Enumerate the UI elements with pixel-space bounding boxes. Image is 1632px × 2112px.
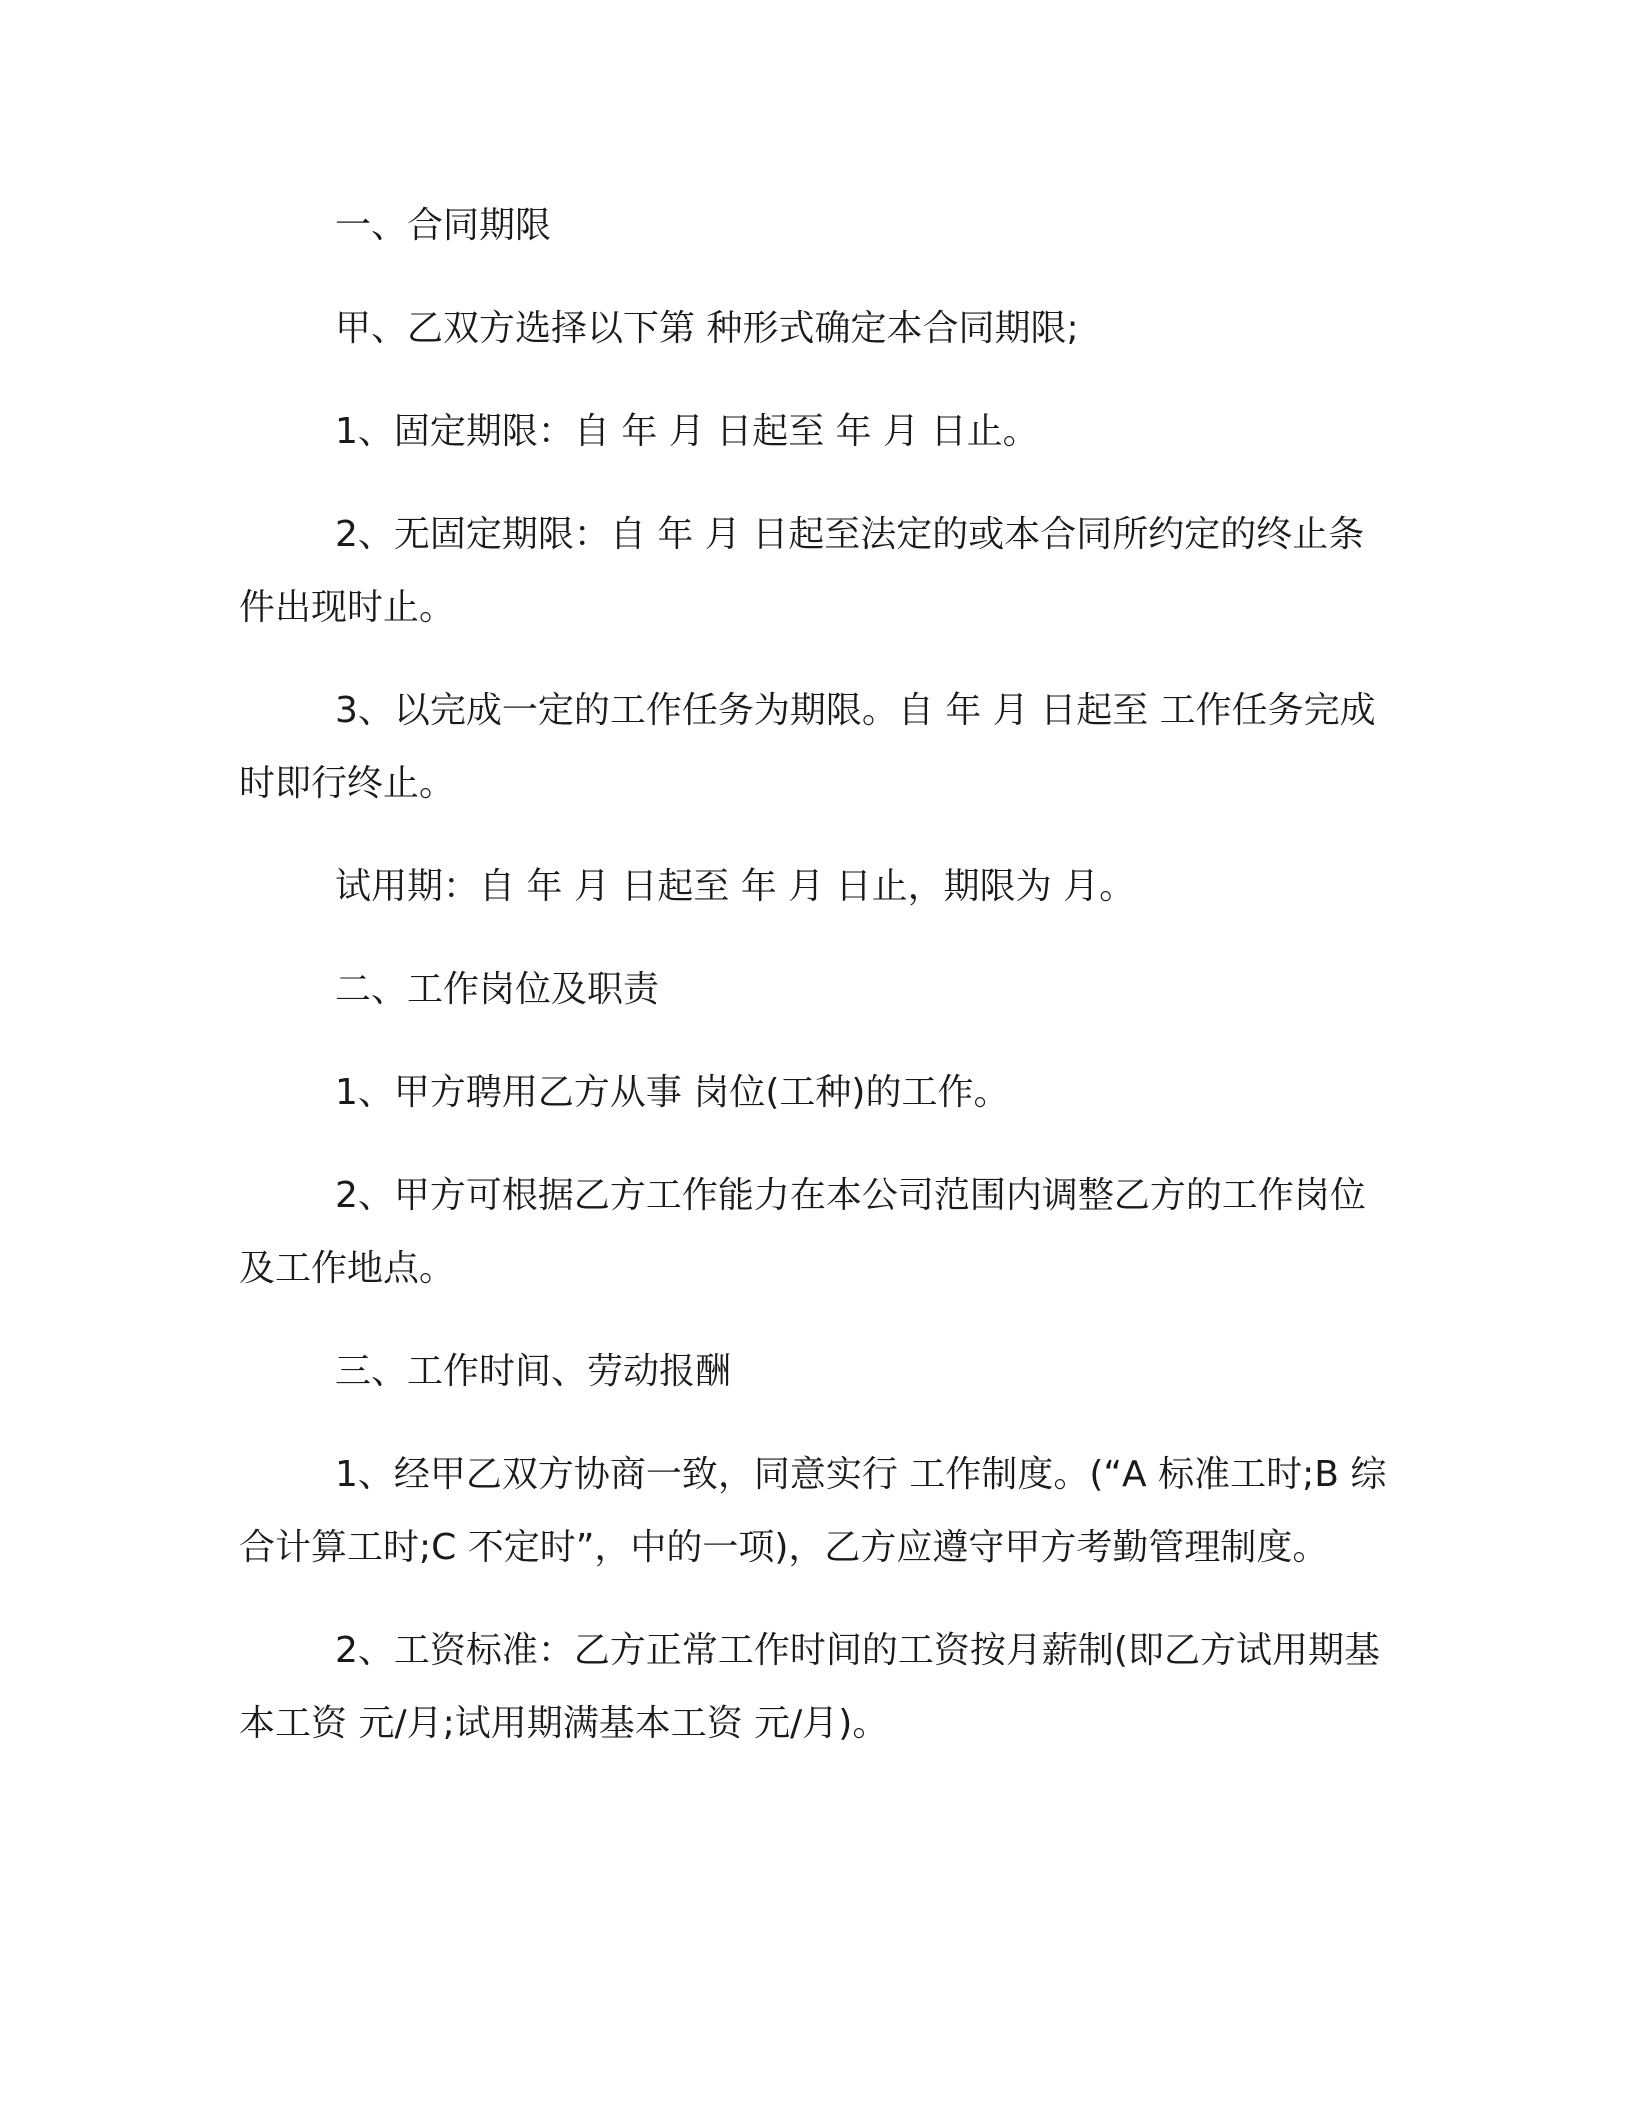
document-body <box>239 189 1399 1790</box>
paragraph-work-system: 1、经甲乙双方协商一致，同意实行 工作制度。(“A 标准工时;B 综合计算工时;C 不定时”，中的一项)，乙方应遵守甲方考勤管理制度。 <box>239 1454 1387 1568</box>
paragraph-position: 1、甲方聘用乙方从事 岗位(工种)的工作。 <box>335 1072 1010 1113</box>
paragraph-task-term: 3、以完成一定的工作任务为期限。自 年 月 日起至 工作任务完成时即行终止。 <box>239 690 1376 804</box>
paragraph-fixed-term: 1、固定期限：自 年 月 日起至 年 月 日止。 <box>335 411 1039 452</box>
section-heading-hours-pay: 三、工作时间、劳动报酬 <box>335 1351 732 1392</box>
section-heading-contract-term: 一、合同期限 <box>335 205 552 246</box>
paragraph-position-adjust: 2、甲方可根据乙方工作能力在本公司范围内调整乙方的工作岗位及工作地点。 <box>239 1175 1366 1289</box>
paragraph-probation: 试用期：自 年 月 日起至 年 月 日止，期限为 月。 <box>335 866 1136 907</box>
paragraph-open-term: 2、无固定期限：自 年 月 日起至法定的或本合同所约定的终止条件出现时止。 <box>239 514 1365 628</box>
paragraph-salary: 2、工资标准：乙方正常工作时间的工资按月薪制(即乙方试用期基本工资 元/月;试用期满基本工资 元/月)。 <box>239 1630 1380 1744</box>
paragraph-term-choice: 甲、乙双方选择以下第 种形式确定本合同期限; <box>335 308 1079 349</box>
section-heading-position: 二、工作岗位及职责 <box>335 969 660 1010</box>
